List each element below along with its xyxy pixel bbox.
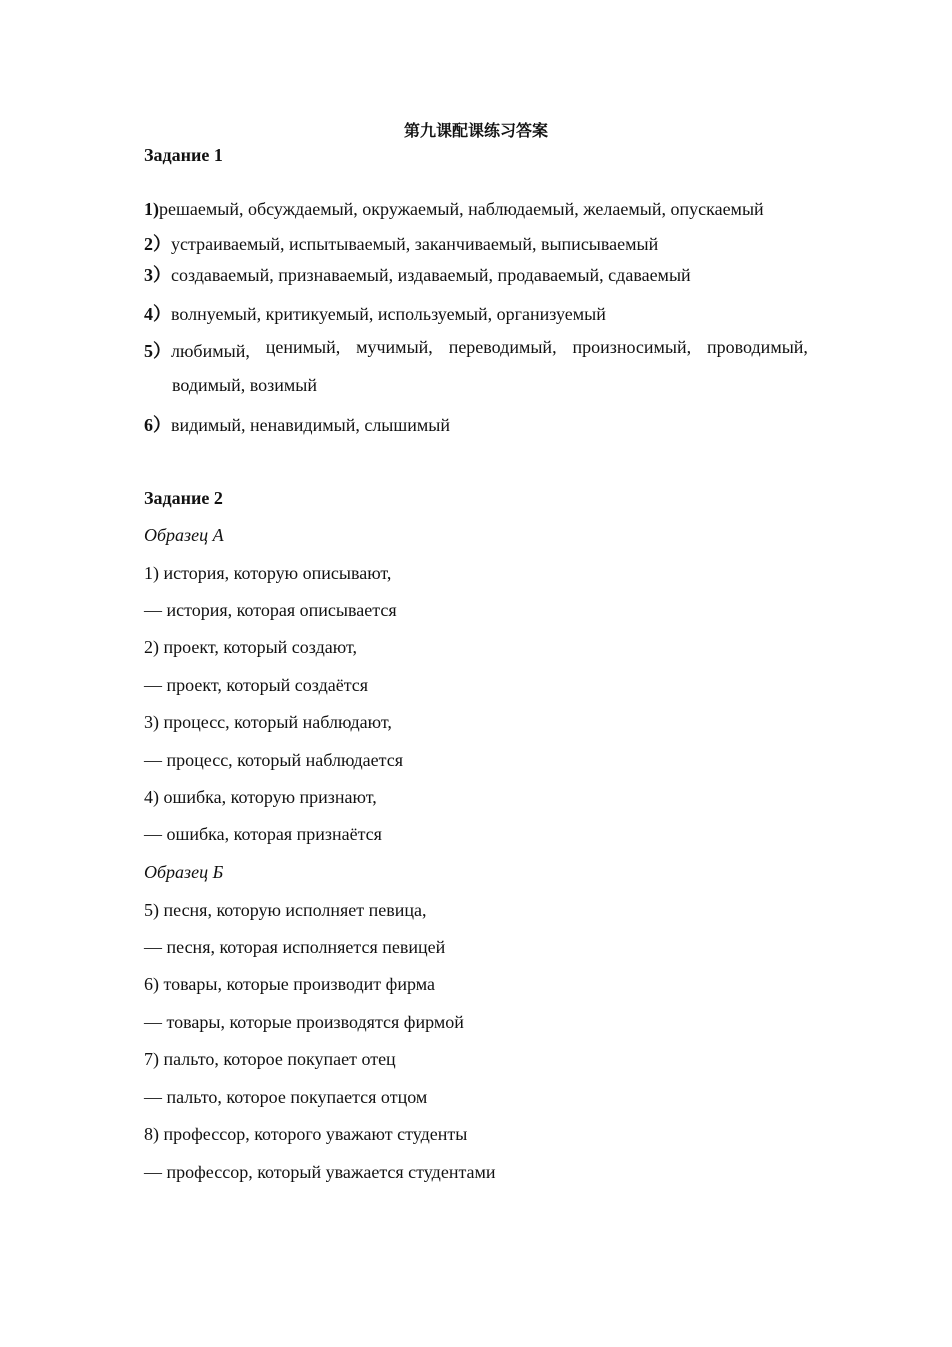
task1-item-5: [144, 337, 808, 363]
task2-line: 7) пальто, которое покупает отец: [144, 1049, 396, 1069]
task2-line: — процесс, который наблюдается: [144, 750, 403, 770]
item-text: устраиваемый, испытываемый, заканчиваемый, выписываемый: [171, 234, 659, 254]
task1-item-6: [144, 411, 450, 437]
task1-item-2: [144, 230, 658, 256]
task2-line: 1) история, которую описывают,: [144, 563, 392, 583]
task2-line: — товары, которые производятся фирмой: [144, 1012, 464, 1032]
item-number: 3）: [144, 265, 171, 285]
item-word: проводимый,: [707, 337, 808, 357]
task1-heading: Задание 1: [144, 145, 223, 165]
task1-item-5-continuation: водимый, возимый: [172, 375, 318, 395]
task1-item-4: [144, 300, 606, 326]
item-number: 2）: [144, 234, 171, 254]
page-title: 第九课配课练习答案: [403, 121, 548, 140]
sample-a-label: Образец А: [144, 525, 224, 545]
sample-b-label: Образец Б: [144, 862, 224, 882]
task1-item-3: [144, 261, 691, 287]
item-text: создаваемый, признаваемый, издаваемый, продаваемый, сдаваемый: [171, 265, 691, 285]
item-text: решаемый, обсуждаемый, окружаемый, наблюдаемый, желаемый, опускаемый: [159, 199, 764, 219]
item-word: переводимый,: [448, 337, 557, 357]
task2-line: — пальто, которое покупается отцом: [144, 1087, 428, 1107]
item-first-word: 5）любимый,: [144, 341, 250, 361]
task2-line: — проект, который создаётся: [144, 675, 369, 695]
task2-line: — ошибка, которая признаётся: [144, 824, 382, 844]
task2-line: — профессор, который уважается студентами: [144, 1162, 496, 1182]
item-word: произносимый,: [572, 337, 692, 357]
task2-heading: Задание 2: [144, 488, 223, 508]
item-number: 4）: [144, 304, 171, 324]
item-number: 6）: [144, 415, 171, 435]
item-number: 1): [144, 199, 159, 219]
task2-line: 3) процесс, который наблюдают,: [144, 712, 392, 732]
item-word: ценимый,: [265, 337, 341, 357]
task2-line: — история, которая описывается: [144, 600, 397, 620]
task1-item-1: [144, 199, 764, 220]
task2-line: 8) профессор, которого уважают студенты: [144, 1124, 468, 1144]
task2-line: 5) песня, которую исполняет певица,: [144, 900, 427, 920]
item-text: видимый, ненавидимый, слышимый: [171, 415, 450, 435]
item-number: 5）: [144, 341, 171, 361]
item-text: волнуемый, критикуемый, используемый, организуемый: [171, 304, 606, 324]
item-word: мучимый,: [356, 337, 433, 357]
task2-line: 2) проект, который создают,: [144, 637, 357, 657]
task2-line: 4) ошибка, которую признают,: [144, 787, 377, 807]
task2-line: — песня, которая исполняется певицей: [144, 937, 446, 957]
task2-line: 6) товары, которые производит фирма: [144, 974, 435, 994]
